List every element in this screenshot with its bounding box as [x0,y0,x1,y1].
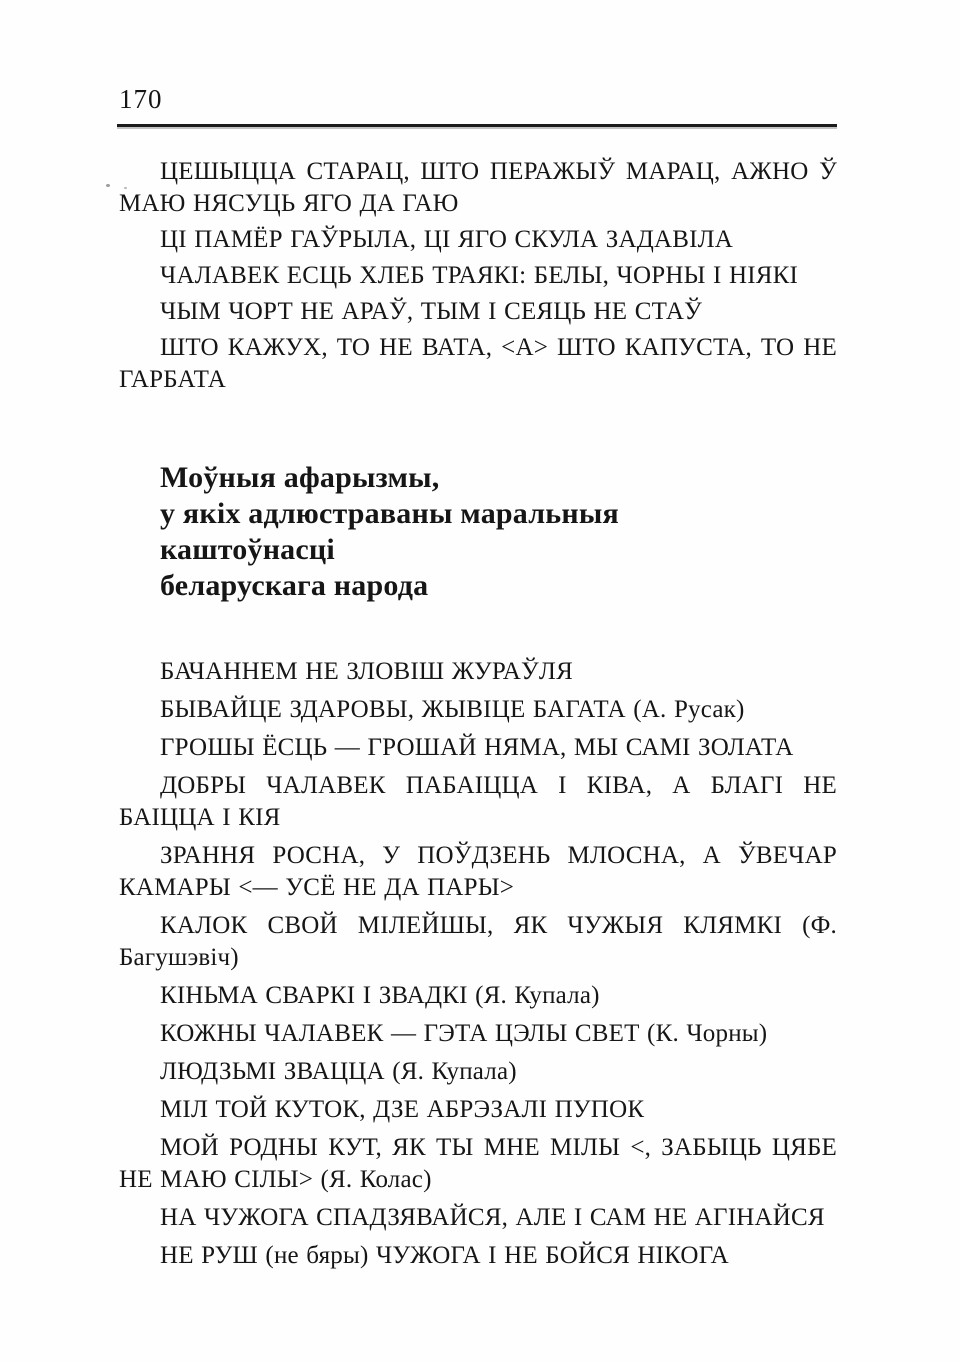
aphorism-paragraph: ЧЫМ ЧОРТ НЕ АРАЎ, ТЫМ І СЕЯЦЬ НЕ СТАЎ [160,298,702,325]
heading-line: каштоўнасці [160,533,335,566]
heading-line: беларускага народа [160,569,429,602]
aphorism-paragraph: ГРОШЫ ЁСЦЬ — ГРОШАЙ НЯМА, МЫ САМІ ЗОЛАТА [160,734,794,761]
aphorism-paragraph: НА ЧУЖОГА СПАДЗЯВАЙСЯ, АЛЕ І САМ НЕ АГІНАЙСЯ [160,1204,825,1231]
aphorism-paragraph: ЦІ ПАМЁР ГАЎРЫЛА, ЦІ ЯГО СКУЛА ЗАДАВІЛА [160,226,734,253]
aphorism-paragraph: ЦЕШЫЦЦА СТАРАЦ, ШТО ПЕРАЖЫЎ МАРАЦ, АЖНО Ў МАЮ НЯСУЦЬ ЯГО ДА ГАЮ [119,158,837,217]
aphorism-paragraph: МОЙ РОДНЫ КУТ, ЯК ТЫ МНЕ МІЛЫ <, ЗАБЫЦЬ ЦЯБЕ НЕ МАЮ СІЛЫ> (Я. Колас) [119,1134,837,1193]
intro-aphorisms-section [119,156,837,396]
aphorism-paragraph: КІНЬМА СВАРКІ І ЗВАДКІ (Я. Купала) [160,982,600,1009]
aphorism-paragraph: ЧАЛАВЕК ЕСЦЬ ХЛЕБ ТРАЯКІ: БЕЛЫ, ЧОРНЫ І НІЯКІ [160,262,799,289]
aphorism-paragraph: БЫВАЙЦЕ ЗДАРОВЫ, ЖЫВІЦЕ БАГАТА (А. Русак) [160,696,745,723]
aphorism-paragraph: НЕ РУШ (не бяры) ЧУЖОГА І НЕ БОЙСЯ НІКОГА [160,1242,729,1269]
aphorism-paragraph: КОЖНЫ ЧАЛАВЕК — ГЭТА ЦЭЛЫ СВЕТ (К. Чорны) [160,1020,768,1047]
aphorism-paragraph: ДОБРЫ ЧАЛАВЕК ПАБАІЦЦА І КІВА, А БЛАГІ НЕ БАІЦЦА І КІЯ [119,772,837,831]
aphorism-paragraph: ШТО КАЖУХ, ТО НЕ ВАТА, <А> ШТО КАПУСТА, ТО НЕ ГАРБАТА [119,334,837,393]
heading-line: Моўныя афарызмы, [160,461,440,494]
header-rule [117,124,837,127]
aphorism-paragraph: КАЛОК СВОЙ МІЛЕЙШЫ, ЯК ЧУЖЫЯ КЛЯМКІ (Ф. Багушэвіч) [119,912,837,971]
page-number: 170 [119,84,163,114]
aphorism-paragraph: ЗРАННЯ РОСНА, У ПОЎДЗЕНЬ МЛОСНА, А ЎВЕЧАР КАМАРЫ <— УСЁ НЕ ДА ПАРЫ> [119,842,837,901]
aphorism-paragraph: БАЧАННЕМ НЕ ЗЛОВІШ ЖУРАЎЛЯ [160,658,573,685]
aphorism-paragraph: ЛЮДЗЬМІ ЗВАЦЦА (Я. Купала) [160,1058,517,1085]
aphorisms-section [119,656,837,1272]
scan-artifact [106,184,110,187]
aphorism-paragraph: МІЛ ТОЙ КУТОК, ДЗЕ АБРЭЗАЛІ ПУПОК [160,1096,645,1123]
heading-line: у якіх адлюстраваны маральныя [160,497,619,530]
section-heading [160,460,837,604]
page-content [119,156,837,1278]
